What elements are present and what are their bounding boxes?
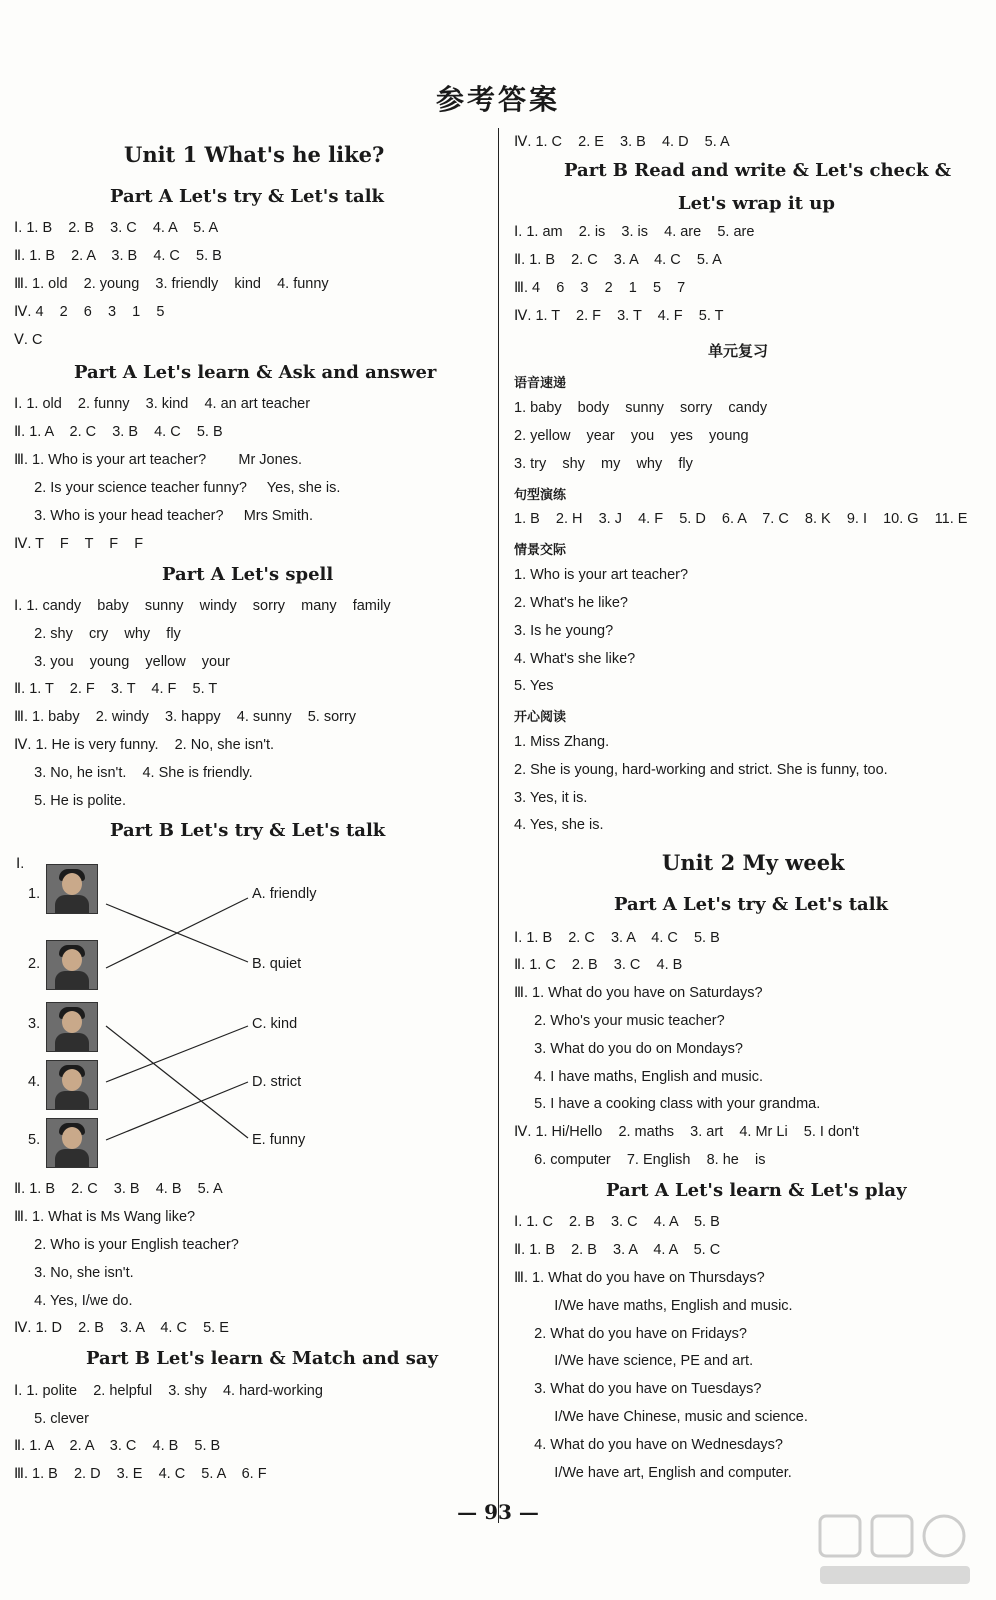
- match-line: [106, 1026, 248, 1138]
- answer-line: 5. Yes: [514, 678, 554, 694]
- answer-line: 3. Is he young?: [514, 623, 614, 639]
- answer-line: 2. Who's your music teacher?: [514, 1013, 725, 1029]
- answer-line: 3. Who is your head teacher? Mrs Smith.: [14, 508, 313, 524]
- answer-line: 4. What's she like?: [514, 651, 636, 667]
- page-number: — 93 —: [457, 1500, 539, 1524]
- answer-line: 2. shy cry why fly: [14, 626, 181, 642]
- unit1-heading: Unit 1 What's he like?: [124, 142, 385, 167]
- answer-line: 6. computer 7. English 8. he is: [514, 1152, 766, 1168]
- answer-line: Ⅱ. 1. T 2. F 3. T 4. F 5. T: [14, 681, 218, 697]
- answer-line: 4. Yes, I/we do.: [14, 1293, 133, 1309]
- section-tag: 语音速递: [514, 376, 567, 391]
- answer-line: Ⅱ. 1. C 2. B 3. C 4. B: [514, 957, 683, 973]
- match-number: 2.: [28, 956, 41, 972]
- u2-part-a-learn-heading: Part A Let's learn & Let's play: [606, 1180, 907, 1201]
- part-b-talk-heading: Part B Let's try & Let's talk: [110, 820, 386, 841]
- answer-line: 2. Is your science teacher funny? Yes, she is.: [14, 480, 341, 496]
- answer-line: 3. try shy my why fly: [514, 456, 693, 472]
- answer-line: 3. What do you do on Mondays?: [514, 1041, 743, 1057]
- match-number: 5.: [28, 1132, 41, 1148]
- answer-line: Ⅰ. 1. candy baby sunny windy sorry many family: [14, 598, 391, 614]
- part-a-learn-heading: Part A Let's learn & Ask and answer: [74, 362, 437, 383]
- answer-line: I/We have art, English and computer.: [514, 1465, 792, 1481]
- answer-line: Ⅰ. 1. am 2. is 3. is 4. are 5. are: [514, 224, 755, 240]
- page-title: 参考答案: [435, 83, 560, 116]
- answer-line: 2. What do you have on Fridays?: [514, 1326, 747, 1342]
- answer-line: Ⅳ. T F T F F: [14, 536, 144, 552]
- u2-part-a-talk-heading: Part A Let's try & Let's talk: [614, 894, 889, 915]
- match-option: A. friendly: [252, 886, 317, 902]
- match-line: [106, 898, 248, 968]
- page-number-value: 93: [484, 1500, 512, 1524]
- answer-line: Ⅳ. 1. Hi/Hello 2. maths 3. art 4. Mr Li 5. I don't: [514, 1124, 859, 1140]
- answer-line: Ⅲ. 1. baby 2. windy 3. happy 4. sunny 5. sorry: [14, 709, 357, 725]
- part-a-talk-heading: Part A Let's try & Let's talk: [110, 186, 385, 207]
- match-roman: Ⅰ.: [16, 856, 25, 872]
- answer-line: Ⅰ. 1. C 2. B 3. C 4. A 5. B: [514, 1214, 720, 1230]
- answer-line: 3. What do you have on Tuesdays?: [514, 1381, 762, 1397]
- answer-line: 5. clever: [14, 1411, 89, 1427]
- answer-line: I/We have Chinese, music and science.: [514, 1409, 808, 1425]
- answer-line: 1. B 2. H 3. J 4. F 5. D 6. A 7. C 8. K 9. I 10. G 11. E: [514, 511, 968, 527]
- watermark-logo: [816, 1510, 976, 1590]
- answer-line: Ⅱ. 1. A 2. A 3. C 4. B 5. B: [14, 1438, 221, 1454]
- part-b-read-heading-2: Let's wrap it up: [678, 193, 835, 214]
- review-heading: 单元复习: [708, 342, 769, 360]
- answer-line: Ⅳ. 1. He is very funny. 2. No, she isn't.: [14, 737, 275, 753]
- answer-line: 2. She is young, hard-working and strict. She is funny, too.: [514, 762, 888, 778]
- answer-line: Ⅴ. C: [14, 332, 43, 348]
- answer-line: 2. What's he like?: [514, 595, 628, 611]
- match-line: [106, 1082, 248, 1140]
- answer-line: Ⅲ. 4 6 3 2 1 5 7: [514, 280, 686, 296]
- part-a-spell-heading: Part A Let's spell: [162, 564, 334, 585]
- answer-line: I/We have maths, English and music.: [514, 1298, 793, 1314]
- answer-line: Ⅲ. 1. What is Ms Wang like?: [14, 1209, 196, 1225]
- match-lines: [14, 0, 484, 1200]
- answer-line: Ⅳ. 1. D 2. B 3. A 4. C 5. E: [14, 1320, 229, 1336]
- answer-line: 2. yellow year you yes young: [514, 428, 749, 444]
- answer-line: Ⅱ. 1. A 2. C 3. B 4. C 5. B: [14, 424, 223, 440]
- answer-line: Ⅰ. 1. polite 2. helpful 3. shy 4. hard-working: [14, 1383, 323, 1399]
- section-tag: 开心阅读: [514, 710, 567, 725]
- section-tag: 句型演练: [514, 488, 567, 503]
- answer-line: 3. No, she isn't.: [14, 1265, 134, 1281]
- answer-line: Ⅳ. 1. C 2. E 3. B 4. D 5. A: [514, 134, 730, 150]
- match-number: 3.: [28, 1016, 41, 1032]
- answer-line: 4. Yes, she is.: [514, 817, 604, 833]
- answer-line: Ⅲ. 1. old 2. young 3. friendly kind 4. funny: [14, 276, 329, 292]
- answer-line: Ⅲ. 1. B 2. D 3. E 4. C 5. A 6. F: [14, 1466, 267, 1482]
- match-option: B. quiet: [252, 956, 302, 972]
- answer-line: 4. I have maths, English and music.: [514, 1069, 764, 1085]
- answer-line: Ⅰ. 1. B 2. B 3. C 4. A 5. A: [14, 220, 219, 236]
- answer-line: 3. Yes, it is.: [514, 790, 588, 806]
- answer-line: 4. What do you have on Wednesdays?: [514, 1437, 783, 1453]
- answer-line: 1. baby body sunny sorry candy: [514, 400, 768, 416]
- column-divider: [498, 128, 499, 1523]
- answer-line: Ⅰ. 1. old 2. funny 3. kind 4. an art teacher: [14, 396, 311, 412]
- answer-line: Ⅲ. 1. What do you have on Saturdays?: [514, 985, 763, 1001]
- answer-line: 1. Who is your art teacher?: [514, 567, 689, 583]
- answer-line: Ⅳ. 1. T 2. F 3. T 4. F 5. T: [514, 308, 724, 324]
- part-b-learn-heading: Part B Let's learn & Match and say: [86, 1348, 438, 1369]
- answer-line: Ⅱ. 1. B 2. B 3. A 4. A 5. C: [514, 1242, 721, 1258]
- answer-line: 5. He is polite.: [14, 793, 127, 809]
- answer-line: I/We have science, PE and art.: [514, 1353, 754, 1369]
- answer-line: 3. you young yellow your: [14, 654, 230, 670]
- answer-line: Ⅳ. 4 2 6 3 1 5: [14, 304, 165, 320]
- match-option: E. funny: [252, 1132, 306, 1148]
- match-number: 4.: [28, 1074, 41, 1090]
- section-tag: 情景交际: [514, 543, 567, 558]
- match-line: [106, 1026, 248, 1082]
- unit2-heading: Unit 2 My week: [662, 850, 845, 875]
- answer-line: Ⅲ. 1. Who is your art teacher? Mr Jones.: [14, 452, 303, 468]
- answer-line: 1. Miss Zhang.: [514, 734, 610, 750]
- match-number: 1.: [28, 886, 41, 902]
- match-option: C. kind: [252, 1016, 298, 1032]
- answer-line: Ⅱ. 1. B 2. C 3. A 4. C 5. A: [514, 252, 722, 268]
- answer-line: Ⅰ. 1. B 2. C 3. A 4. C 5. B: [514, 930, 720, 946]
- answer-line: 2. Who is your English teacher?: [14, 1237, 239, 1253]
- answer-line: Ⅲ. 1. What do you have on Thursdays?: [514, 1270, 765, 1286]
- part-b-read-heading: Part B Read and write & Let's check &: [564, 160, 951, 181]
- answer-line: Ⅱ. 1. B 2. C 3. B 4. B 5. A: [14, 1181, 223, 1197]
- answer-line: Ⅱ. 1. B 2. A 3. B 4. C 5. B: [14, 248, 222, 264]
- answer-line: 3. No, he isn't. 4. She is friendly.: [14, 765, 253, 781]
- match-option: D. strict: [252, 1074, 302, 1090]
- answer-line: 5. I have a cooking class with your grandma.: [514, 1096, 821, 1112]
